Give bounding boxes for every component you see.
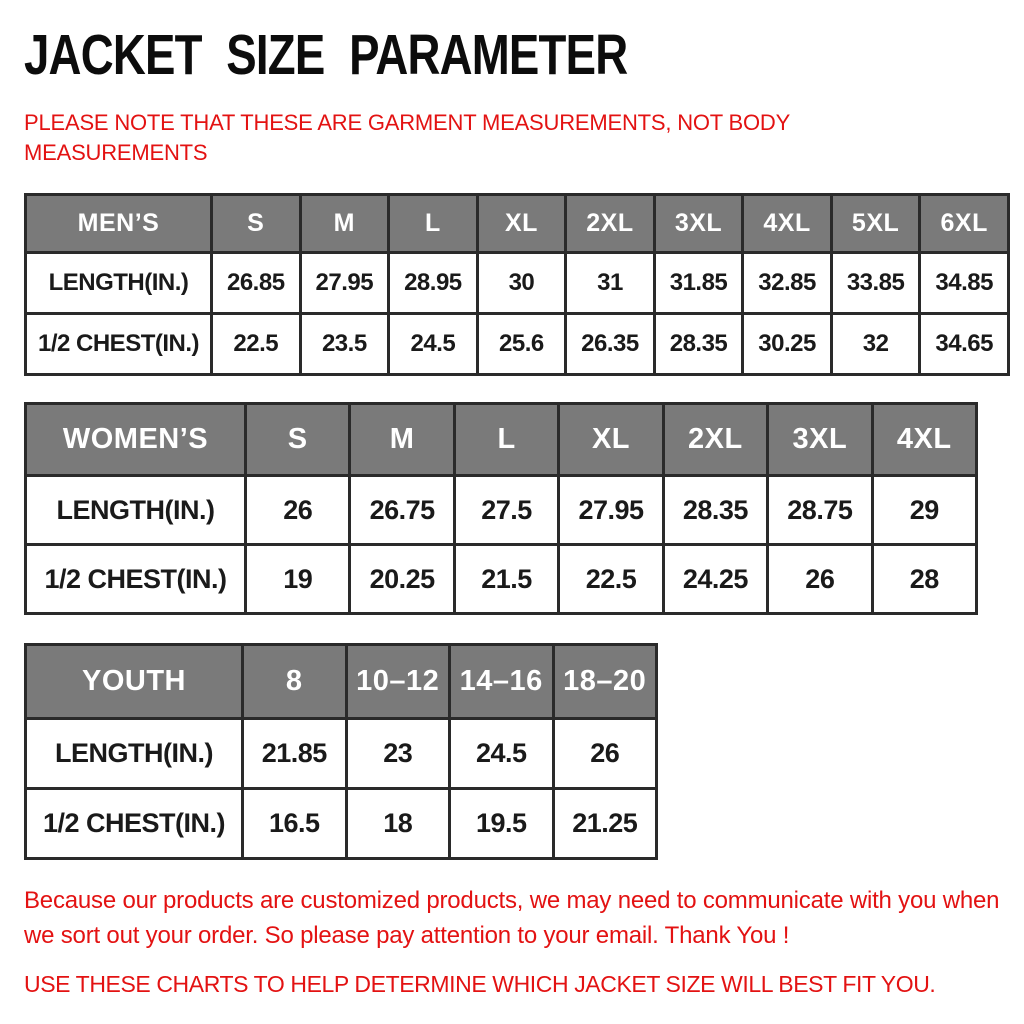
measurement-value-cell: 26 <box>553 719 657 789</box>
measurement-value-cell: 26.75 <box>350 476 454 545</box>
measurement-value-cell: 21.85 <box>243 719 347 789</box>
size-header-cell: S <box>246 404 350 476</box>
table-row <box>26 545 977 614</box>
size-table-womens <box>24 402 978 615</box>
measurement-value-cell: 28.75 <box>768 476 872 545</box>
measurement-value-cell: 18 <box>346 789 450 859</box>
measurement-value-cell: 24.5 <box>389 314 478 375</box>
measurement-value-cell: 24.5 <box>450 719 554 789</box>
measurement-value-cell: 16.5 <box>243 789 347 859</box>
size-table-youth <box>24 643 658 860</box>
measurement-value-cell: 22.5 <box>212 314 301 375</box>
measurement-value-cell: 21.25 <box>553 789 657 859</box>
measurement-value-cell: 27.95 <box>300 253 389 314</box>
size-header-cell: 2XL <box>566 195 655 253</box>
table-row <box>26 719 657 789</box>
measurement-value-cell: 22.5 <box>559 545 663 614</box>
row-label-cell: 1/2 CHEST(IN.) <box>26 789 243 859</box>
measurement-value-cell: 28 <box>872 545 976 614</box>
measurement-value-cell: 28.35 <box>654 314 743 375</box>
measurement-value-cell: 25.6 <box>477 314 566 375</box>
size-header-cell: XL <box>559 404 663 476</box>
size-header-cell: 2XL <box>663 404 767 476</box>
measurement-value-cell: 30.25 <box>743 314 832 375</box>
table-row <box>26 314 1009 375</box>
measurement-value-cell: 33.85 <box>831 253 920 314</box>
custom-order-note: Because our products are customized products, we may need to communicate with you when we sort out your order. So please pay attention to your email. Thank You ! <box>24 887 1000 950</box>
measurement-value-cell: 30 <box>477 253 566 314</box>
size-header-cell: M <box>300 195 389 253</box>
table-row <box>26 253 1009 314</box>
size-header-cell: 3XL <box>768 404 872 476</box>
size-header-cell: 3XL <box>654 195 743 253</box>
measurement-value-cell: 24.25 <box>663 545 767 614</box>
row-label-cell: LENGTH(IN.) <box>26 476 246 545</box>
size-header-cell: 4XL <box>872 404 976 476</box>
measurement-value-cell: 32 <box>831 314 920 375</box>
row-label-cell: LENGTH(IN.) <box>26 719 243 789</box>
measurement-value-cell: 34.85 <box>920 253 1009 314</box>
measurement-value-cell: 23 <box>346 719 450 789</box>
size-header-cell: 5XL <box>831 195 920 253</box>
size-header-cell: 18–20 <box>553 645 657 719</box>
size-header-cell: 8 <box>243 645 347 719</box>
table-row <box>26 789 657 859</box>
measurement-value-cell: 19 <box>246 545 350 614</box>
row-label-cell: LENGTH(IN.) <box>26 253 212 314</box>
measurement-value-cell: 26.85 <box>212 253 301 314</box>
size-header-cell: S <box>212 195 301 253</box>
measurement-value-cell: 31 <box>566 253 655 314</box>
table-title-cell: WOMEN’S <box>26 404 246 476</box>
page-title: JACKET SIZE PARAMETER <box>24 23 628 87</box>
table-row <box>26 476 977 545</box>
row-label-cell: 1/2 CHEST(IN.) <box>26 545 246 614</box>
table-title-cell: MEN’S <box>26 195 212 253</box>
size-header-cell: L <box>389 195 478 253</box>
measurement-value-cell: 32.85 <box>743 253 832 314</box>
size-header-cell: 14–16 <box>450 645 554 719</box>
measurement-value-cell: 29 <box>872 476 976 545</box>
size-header-cell: 4XL <box>743 195 832 253</box>
measurement-value-cell: 19.5 <box>450 789 554 859</box>
size-header-cell: XL <box>477 195 566 253</box>
table-header-row <box>26 404 977 476</box>
row-label-cell: 1/2 CHEST(IN.) <box>26 314 212 375</box>
size-header-cell: L <box>454 404 558 476</box>
measurement-value-cell: 34.65 <box>920 314 1009 375</box>
garment-measurement-note: PLEASE NOTE THAT THESE ARE GARMENT MEASUREMENTS, NOT BODY MEASUREMENTS <box>24 110 790 165</box>
measurement-value-cell: 26 <box>768 545 872 614</box>
measurement-value-cell: 23.5 <box>300 314 389 375</box>
measurement-value-cell: 28.35 <box>663 476 767 545</box>
measurement-value-cell: 20.25 <box>350 545 454 614</box>
measurement-value-cell: 31.85 <box>654 253 743 314</box>
measurement-value-cell: 26 <box>246 476 350 545</box>
table-header-row <box>26 645 657 719</box>
measurement-value-cell: 28.95 <box>389 253 478 314</box>
size-table-mens <box>24 193 1010 376</box>
measurement-value-cell: 27.5 <box>454 476 558 545</box>
measurement-value-cell: 27.95 <box>559 476 663 545</box>
measurement-value-cell: 21.5 <box>454 545 558 614</box>
measurement-value-cell: 26.35 <box>566 314 655 375</box>
table-title-cell: YOUTH <box>26 645 243 719</box>
chart-usage-instruction: USE THESE CHARTS TO HELP DETERMINE WHICH JACKET SIZE WILL BEST FIT YOU. <box>24 970 936 997</box>
table-header-row <box>26 195 1009 253</box>
size-header-cell: 6XL <box>920 195 1009 253</box>
size-header-cell: 10–12 <box>346 645 450 719</box>
size-header-cell: M <box>350 404 454 476</box>
